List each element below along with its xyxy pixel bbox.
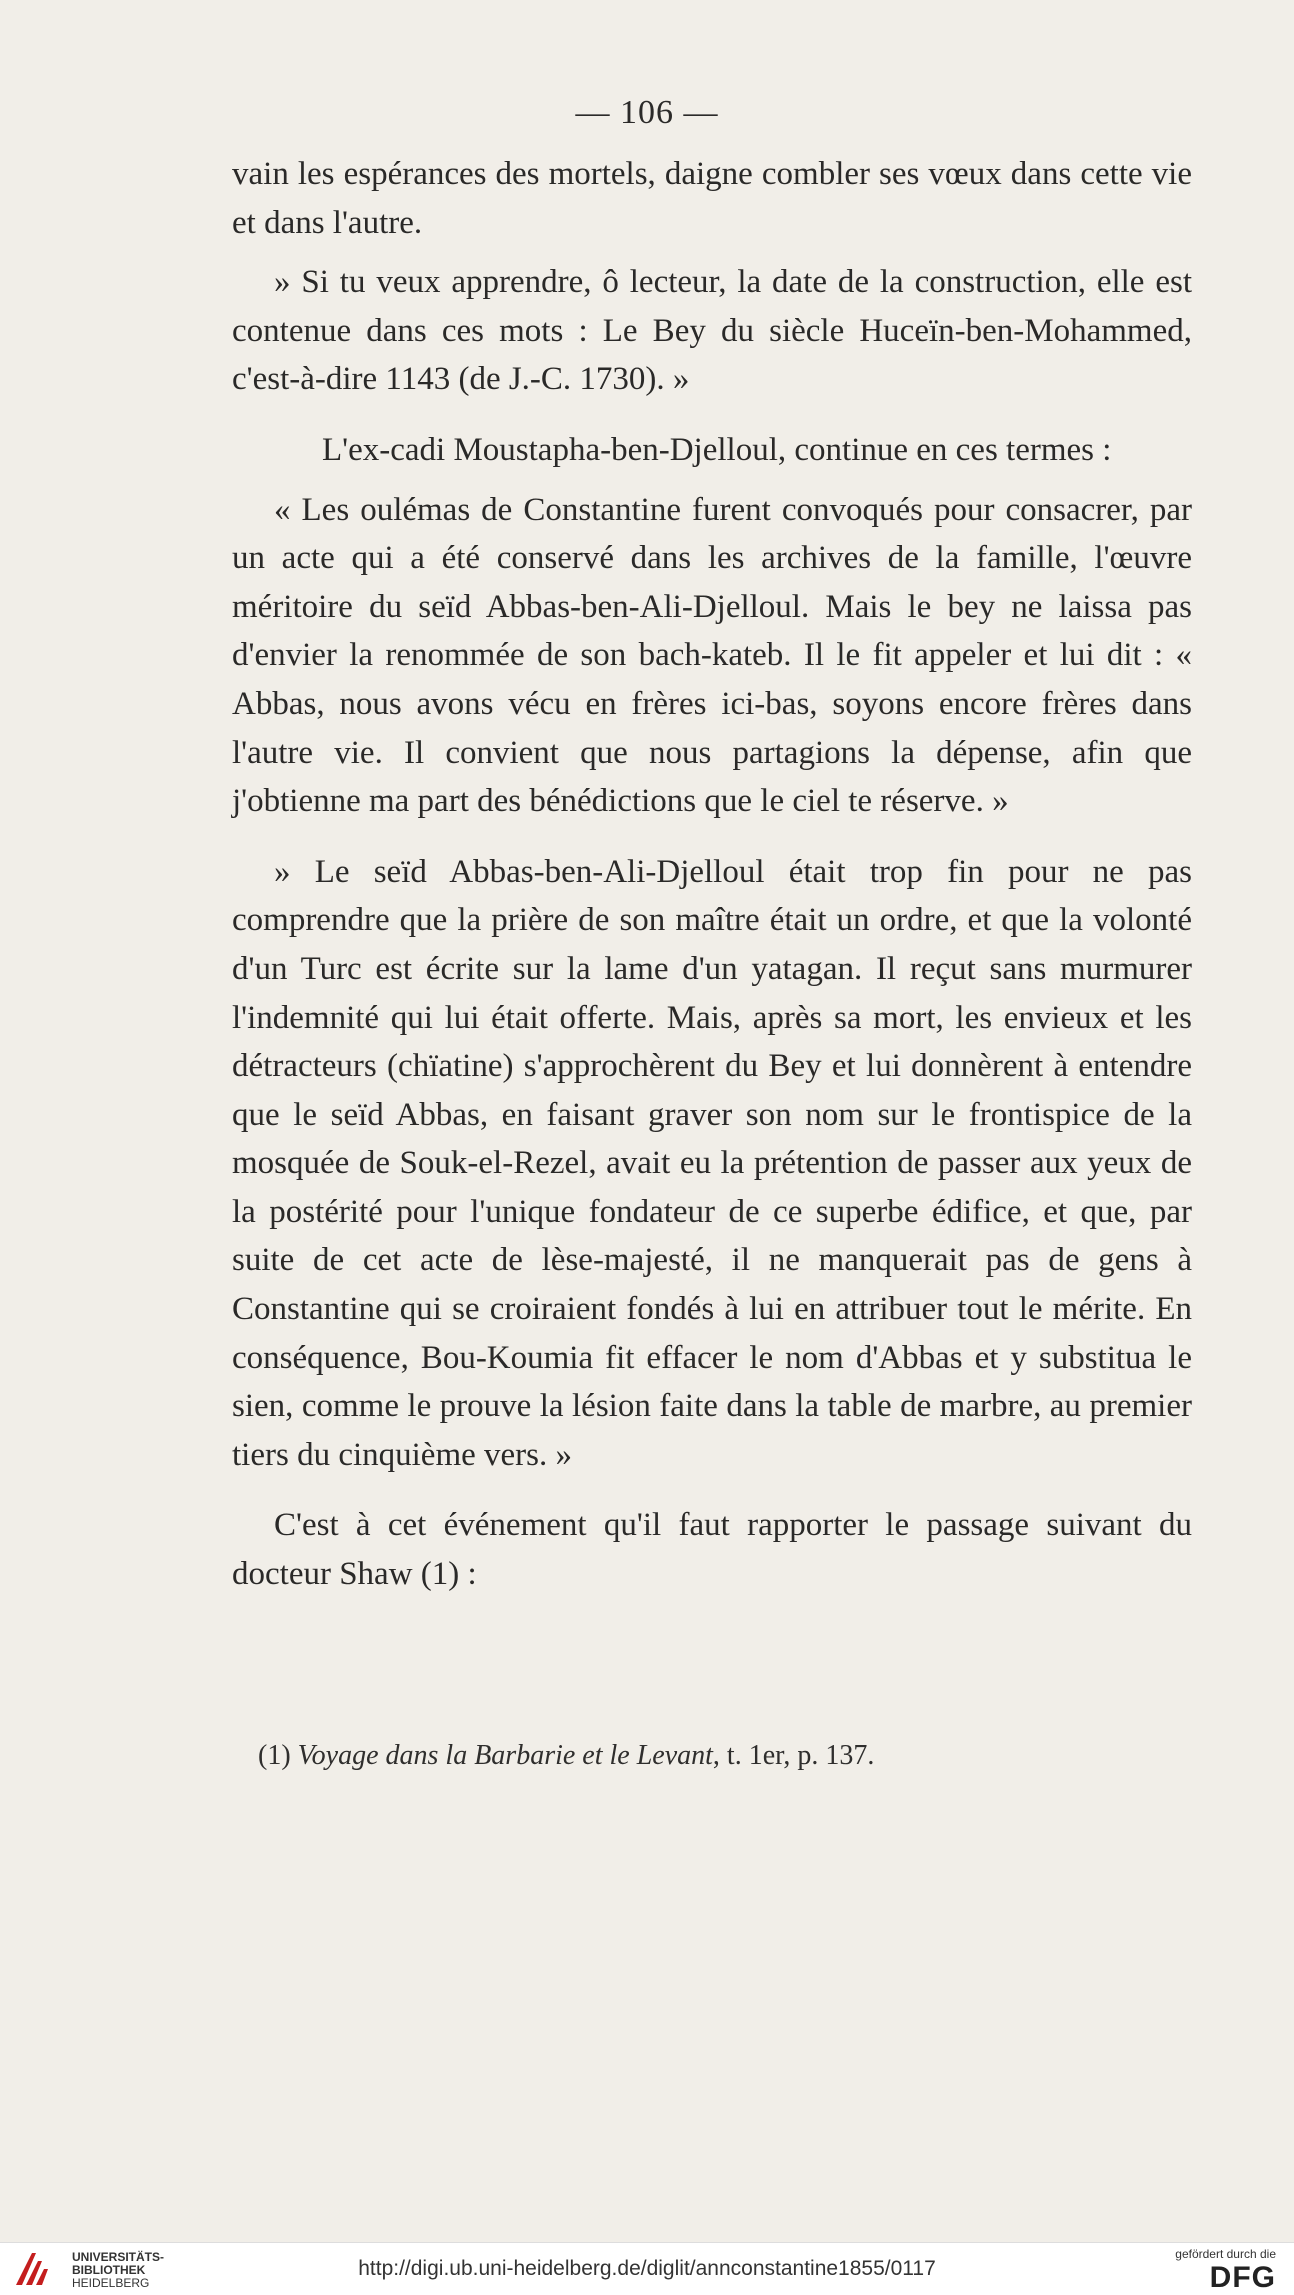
paragraph-2: » Si tu veux apprendre, ô lecteur, la date de la construction, elle est contenue dans ces mots : Le Bey du siècle Huceïn-ben-Mohammed, c'est-à-dire 1143 (de J.-C. 1730). » bbox=[232, 264, 1192, 398]
source-url-link[interactable]: http://digi.ub.uni-heidelberg.de/diglit/annconstantine1855/0117 bbox=[358, 2257, 936, 2280]
paragraph-5: » Le seïd Abbas-ben-Ali-Djelloul était trop fin pour ne pas comprendre que la prière de son maître était un ordre, et que la volonté d'un Turc est écrite sur la lame d'un yatagan. Il reçut sans murmurer l'indemnité qui lui était offerte. Mais, après sa mort, les envieux et les détracteurs (chïatine) s'approchèrent du Bey et lui donnèrent à entendre que le seïd Abbas, en faisant graver son nom sur le frontispice de la mosquée de Souk-el-Rezel, avait eu la prétention de passer aux yeux de la postérité pour l'unique fondateur de ce superbe édifice, et que, par suite de cet acte de lèse-majesté, il ne manquerait pas de gens à Constantine qui se croiraient fondés à lui en attribuer tout le mérite. En conséquence, Bou-Koumia fit effacer le nom d'Abbas et y substitua le sien, comme le prouve la lésion faite dans la table de marbre, au premier tiers du cinquième vers. » bbox=[232, 853, 1192, 1473]
footnote bbox=[258, 1740, 1198, 1772]
dfg-logo: DFG bbox=[1209, 2261, 1276, 2294]
paragraph-1: vain les espérances des mortels, daigne combler ses vœux dans cette vie et dans l'autre. bbox=[232, 156, 1192, 241]
paragraph-4: « Les oulémas de Constantine furent convoqués pour consacrer, par un acte qui a été conservé dans les archives de la famille, l'œuvre méritoire du seïd Abbas-ben-Ali-Djelloul. Mais le bey ne laissa pas d'envier la renommée de son bach-kateb. Il le fit appeler et lui dit : « Abbas, nous avons vécu en frères ici-bas, soyons encore frères dans l'autre vie. Il convient que nous partagions la dépense, afin que j'obtienne ma part des bénédictions que le ciel te réserve. » bbox=[232, 491, 1192, 820]
page-number: — 106 — bbox=[575, 94, 719, 131]
funded-by-label: gefördert durch die bbox=[1175, 2247, 1276, 2261]
library-line-1: UNIVERSITÄTS- bbox=[72, 2250, 165, 2264]
footnote-marker: (1) bbox=[258, 1740, 291, 1771]
footer-bar bbox=[0, 2242, 1294, 2293]
body-text bbox=[232, 150, 1192, 1599]
library-line-2: BIBLIOTHEK bbox=[72, 2263, 146, 2277]
footnote-rest: , t. 1er, p. 137. bbox=[712, 1740, 875, 1771]
footnote-title: Voyage dans la Barbarie et le Levant bbox=[297, 1740, 713, 1771]
paragraph-6: C'est à cet événement qu'il faut rapporter le passage suivant du docteur Shaw (1) : bbox=[232, 1507, 1192, 1593]
library-line-3: HEIDELBERG bbox=[72, 2276, 150, 2290]
paragraph-3: L'ex-cadi Moustapha-ben-Djelloul, continue en ces termes : bbox=[322, 431, 1112, 468]
